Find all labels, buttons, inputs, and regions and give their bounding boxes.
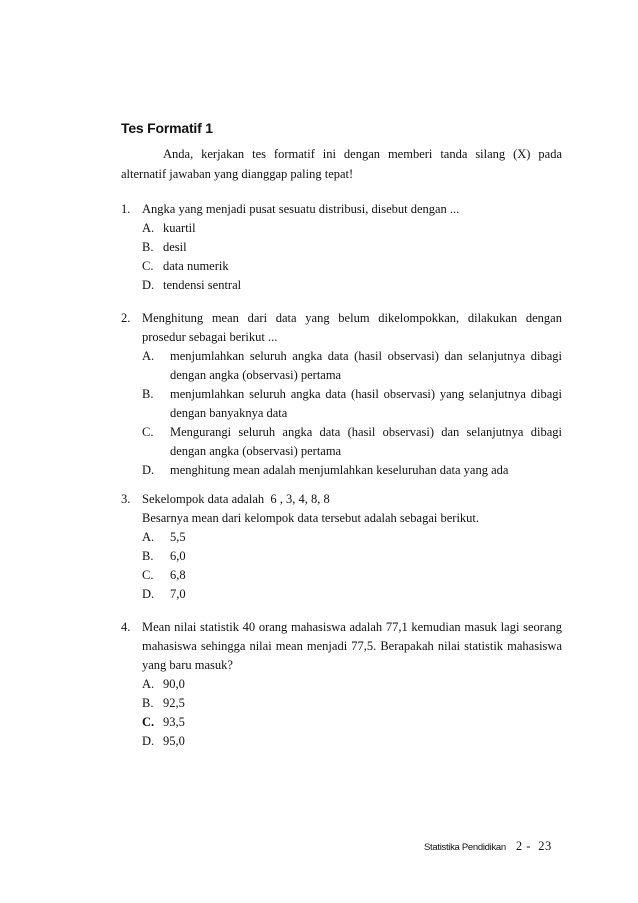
option-text: data numerik xyxy=(163,259,229,273)
option-b xyxy=(142,694,562,713)
option-d xyxy=(142,276,562,295)
question-text: Angka yang menjadi pusat sesuatu distribusi, disebut dengan ... xyxy=(142,202,460,216)
option-d xyxy=(142,732,562,751)
option-letter: B. xyxy=(142,387,154,401)
option-letter: C. xyxy=(142,259,154,273)
option-a xyxy=(142,528,562,547)
option-text: menjumlahkan seluruh angka data (hasil observasi) yang selanjutnya dibagi dengan banyaknya data xyxy=(170,387,562,420)
option-text: tendensi sentral xyxy=(163,278,242,292)
footer-book-title: Statistika Pendidikan xyxy=(424,842,506,853)
option-text: Mengurangi seluruh angka data (hasil observasi) dan selanjutnya dibagi dengan angka (observasi) pertama xyxy=(170,425,562,458)
option-letter: A. xyxy=(142,530,155,544)
option-text: 5,5 xyxy=(170,530,186,544)
question-text: Sekelompok data adalah 6 , 3, 4, 8, 8 xyxy=(142,492,330,506)
option-text: 92,5 xyxy=(163,696,185,710)
option-letter: B. xyxy=(142,240,154,254)
question-text: Mean nilai statistik 40 orang mahasiswa adalah 77,1 kemudian masuk lagi seorang mahasiswa sehingga nilai mean menjadi 77,5. Berapakah nilai statistik mahasiswa yang baru masuk? xyxy=(142,620,562,672)
option-text: 7,0 xyxy=(170,587,186,601)
option-letter: C. xyxy=(142,715,155,729)
option-text: kuartil xyxy=(163,221,196,235)
question-1 xyxy=(121,200,562,295)
question-4 xyxy=(121,618,562,751)
option-b xyxy=(142,238,562,257)
question-2 xyxy=(121,309,562,480)
section-title: Tes Formatif 1 xyxy=(121,120,213,136)
option-letter: D. xyxy=(142,278,155,292)
option-letter: A. xyxy=(142,221,155,235)
option-d xyxy=(142,585,562,604)
option-letter: A. xyxy=(142,677,155,691)
option-a xyxy=(142,219,562,238)
question-number: 2. xyxy=(121,311,131,325)
option-c xyxy=(142,566,562,585)
option-d xyxy=(142,461,562,480)
option-text: menjumlahkan seluruh angka data (hasil observasi) dan selanjutnya dibagi dengan angka (observasi) pertama xyxy=(170,349,562,382)
question-number: 1. xyxy=(121,202,131,216)
option-letter: C. xyxy=(142,568,154,582)
option-letter: D. xyxy=(142,463,155,477)
option-b xyxy=(142,547,562,566)
page-footer xyxy=(424,839,552,854)
option-letter: D. xyxy=(142,734,155,748)
option-text: 90,0 xyxy=(163,677,185,691)
option-a xyxy=(142,347,562,385)
option-c xyxy=(142,423,562,461)
instructions: Anda, kerjakan tes formatif ini dengan memberi tanda silang (X) pada alternatif jawaban yang dianggap paling tepat! xyxy=(121,147,562,181)
option-text: 95,0 xyxy=(163,734,185,748)
question-subtext: Besarnya mean dari kelompok data tersebut adalah sebagai berikut. xyxy=(142,511,480,525)
option-text: 6,8 xyxy=(170,568,186,582)
option-text: 93,5 xyxy=(163,715,185,729)
question-text: Menghitung mean dari data yang belum dikelompokkan, dilakukan dengan prosedur sebagai berikut ... xyxy=(142,311,562,344)
footer-page-number: 2 - 23 xyxy=(515,839,552,853)
question-number: 3. xyxy=(121,492,131,506)
option-letter: D. xyxy=(142,587,155,601)
option-letter: B. xyxy=(142,549,154,563)
option-a xyxy=(142,675,562,694)
option-letter: A. xyxy=(142,349,155,363)
option-text: 6,0 xyxy=(170,549,186,563)
option-text: menghitung mean adalah menjumlahkan keseluruhan data yang ada xyxy=(170,463,509,477)
option-c xyxy=(142,713,562,732)
option-b xyxy=(142,385,562,423)
option-text: desil xyxy=(163,240,187,254)
question-number: 4. xyxy=(121,620,131,634)
option-letter: B. xyxy=(142,696,154,710)
option-letter: C. xyxy=(142,425,154,439)
option-c xyxy=(142,257,562,276)
question-3 xyxy=(121,490,562,604)
